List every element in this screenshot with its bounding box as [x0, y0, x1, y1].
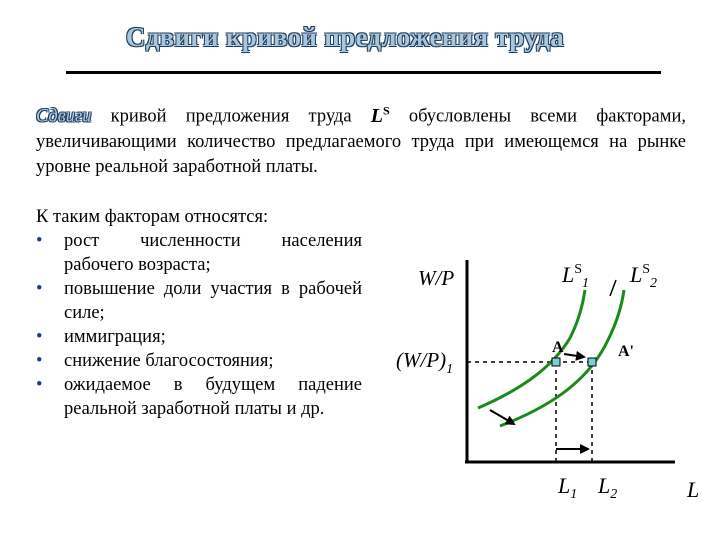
- factor-item: • ожидаемое в будущем падение реальной заработной платы и др.: [36, 373, 362, 421]
- y-level-text: (W/P): [396, 348, 447, 372]
- intro-paragraph: [36, 98, 686, 180]
- l1-letter: L: [558, 473, 571, 498]
- shift-arrow-lower: [490, 410, 514, 424]
- l2-sub: 2: [610, 487, 618, 502]
- supply-shift-graph: [380, 240, 710, 505]
- point-a: [552, 358, 560, 366]
- title-underline: [66, 71, 661, 74]
- intro-highlight: Сдвиги: [36, 106, 92, 127]
- point-a-prime: [588, 358, 596, 366]
- ls2-sub: 2: [650, 276, 658, 291]
- intro-text-2: обусловлены всеми факторами, увеличивающими количество предлагаемого труда при имеющемся на рынке уровне реальной заработной платы.: [36, 106, 686, 177]
- intro-ls-symbol: [371, 105, 390, 127]
- y-level-sub: 1: [446, 362, 454, 377]
- slide-title: Сдвиги кривой предложения труда: [125, 22, 565, 52]
- ls2-label: [629, 262, 657, 291]
- ls1-label: [561, 262, 589, 291]
- y-axis-label: W/P: [418, 266, 455, 290]
- l2-letter: L: [598, 473, 611, 498]
- point-a-prime-label: A': [618, 343, 634, 360]
- l1-label: [557, 473, 577, 502]
- supply-curve-ls2: [500, 290, 624, 426]
- ls1-letter: L: [562, 262, 575, 287]
- factor-item: • снижение благосостояния;: [36, 349, 362, 373]
- ls2-letter: L: [630, 262, 643, 287]
- y-level-label: [396, 348, 453, 377]
- ls1-sup: S: [574, 262, 583, 277]
- factors-heading: К таким факторам относятся:: [36, 207, 269, 227]
- factor-item: • иммиграция;: [36, 325, 362, 349]
- factors-list: [36, 229, 362, 421]
- point-a-label: A: [552, 339, 564, 356]
- intro-ls-letter: L: [370, 104, 383, 127]
- shift-arrow-point: [564, 354, 584, 357]
- ls1-sub: 1: [582, 276, 590, 291]
- l2-label: [597, 473, 617, 502]
- x-axis-label: L: [687, 477, 700, 502]
- factor-item: • повышение доли участия в рабочей силе;: [36, 277, 362, 325]
- ls2-sup: S: [642, 262, 651, 277]
- intro-ls-sup: S: [382, 103, 390, 117]
- factor-item: • рост численности населения рабочего возраста;: [36, 229, 362, 277]
- l1-sub: 1: [570, 487, 578, 502]
- intro-text-1: кривой предложения труда: [91, 106, 371, 127]
- label-leader-line: [610, 280, 616, 296]
